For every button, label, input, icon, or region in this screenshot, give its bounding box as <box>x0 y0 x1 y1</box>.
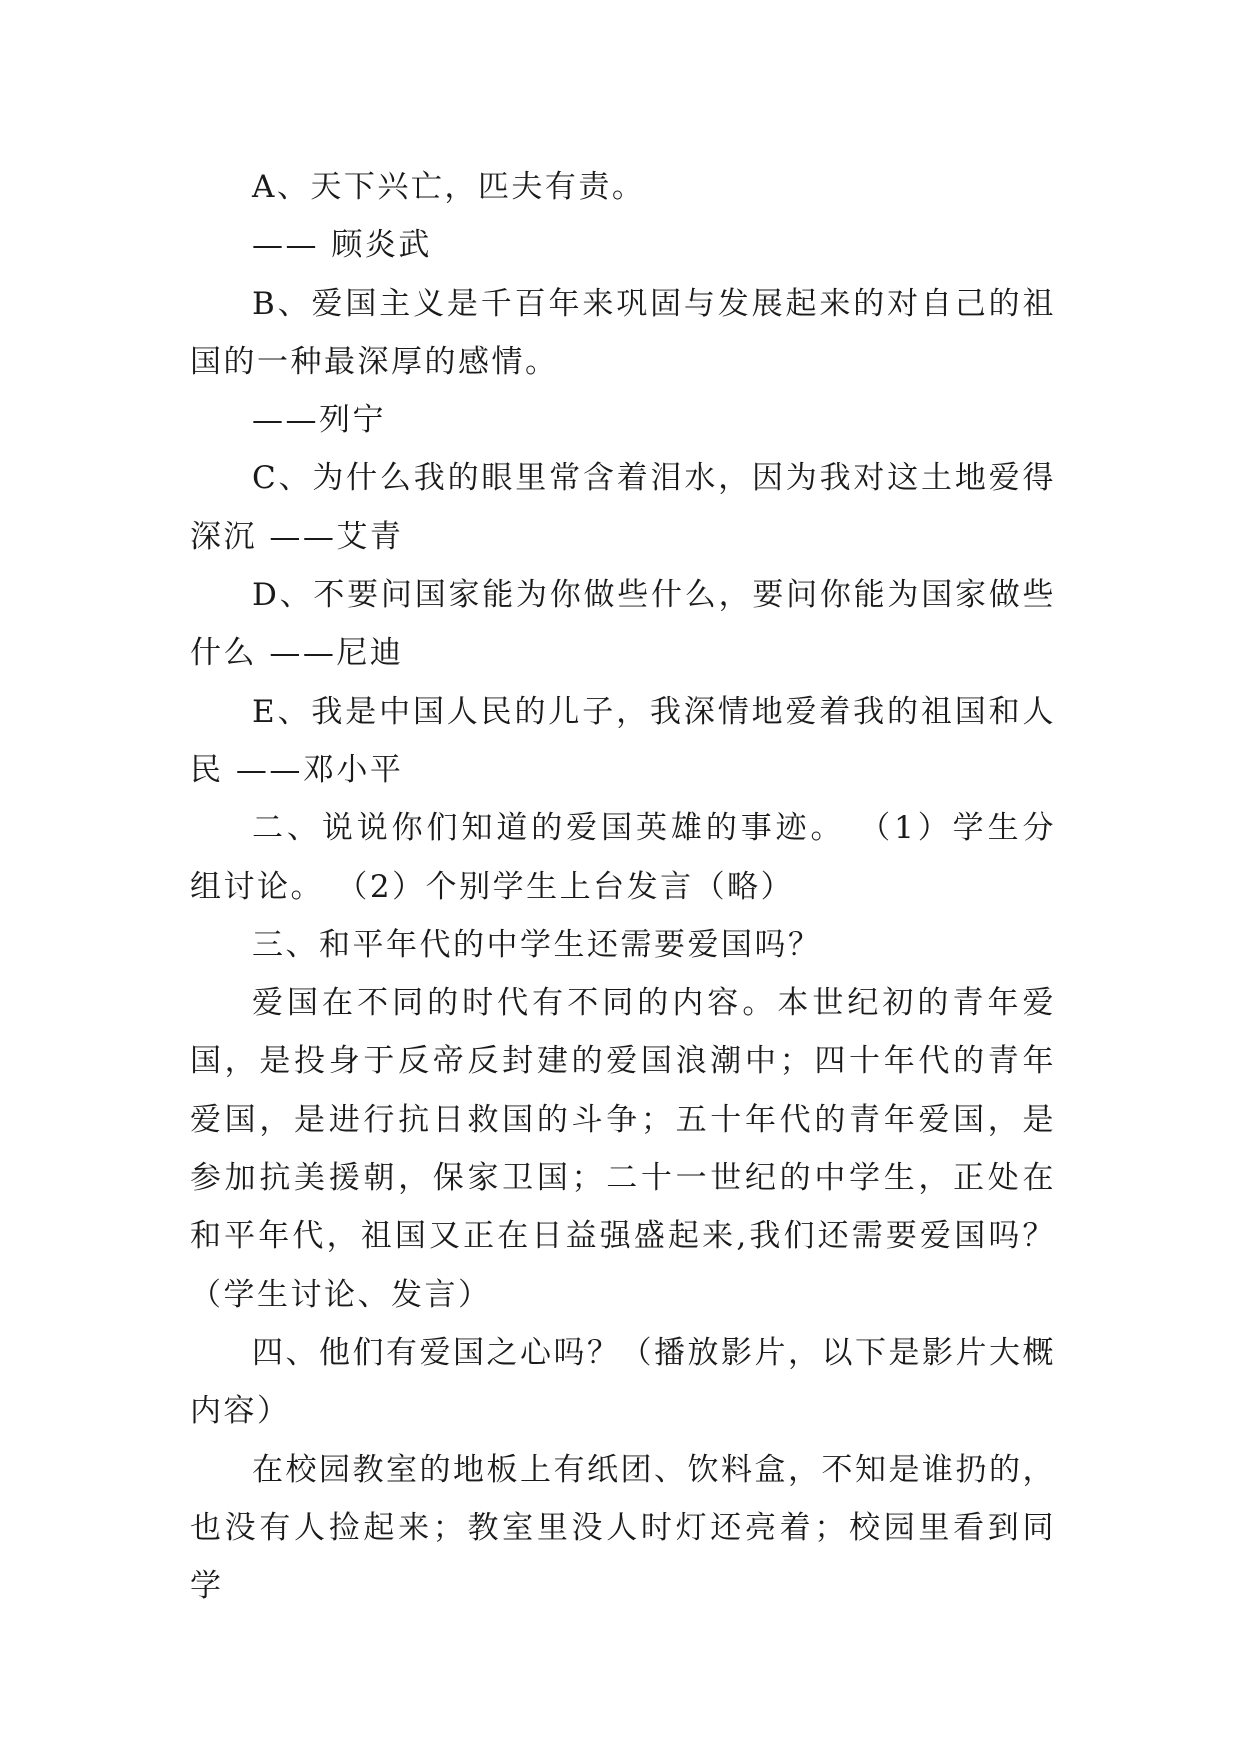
section-two: 二、说说你们知道的爱国英雄的事迹。 （1）学生分组讨论。 （2）个别学生上台发言（略） <box>190 810 1056 905</box>
section-three-body: 爱国在不同的时代有不同的内容。本世纪初的青年爱国，是投身于反帝反封建的爱国浪潮中；四十年代的青年爱国，是进行抗日救国的斗争；五十年代的青年爱国，是参加抗美援朝，保家卫国；二十一世纪的中学生，正处在和平年代，祖国又正在日益强盛起来,我们还需要爱国吗？（学生讨论、发言） <box>190 985 1056 1313</box>
quote-b: B、爱国主义是千百年来巩固与发展起来的对自己的祖国的一种最深厚的感情。 <box>190 285 1056 380</box>
section-three-heading: 三、和平年代的中学生还需要爱国吗？ <box>252 926 822 963</box>
quote-b-author: ——列宁 <box>252 402 386 439</box>
quote-c: C、为什么我的眼里常含着泪水，因为我对这土地爱得深沉 ——艾青 <box>190 460 1056 555</box>
quote-e: E、我是中国人民的儿子，我深情地爱着我的祖国和人民 ——邓小平 <box>190 693 1056 788</box>
document-body <box>190 158 1056 1615</box>
quote-a-author: —— 顾炎武 <box>252 227 432 264</box>
section-four-heading: 四、他们有爱国之心吗？（播放影片，以下是影片大概内容） <box>190 1334 1056 1430</box>
section-four-body: 在校园教室的地板上有纸团、饮料盒，不知是谁扔的，也没有人捡起来；教室里没人时灯还亮着；校园里看到同学 <box>190 1451 1056 1605</box>
quote-a: A、天下兴亡，匹夫有责。 <box>252 169 646 205</box>
quote-d: D、不要问国家能为你做些什么，要问你能为国家做些什么 ——尼迪 <box>190 577 1056 672</box>
